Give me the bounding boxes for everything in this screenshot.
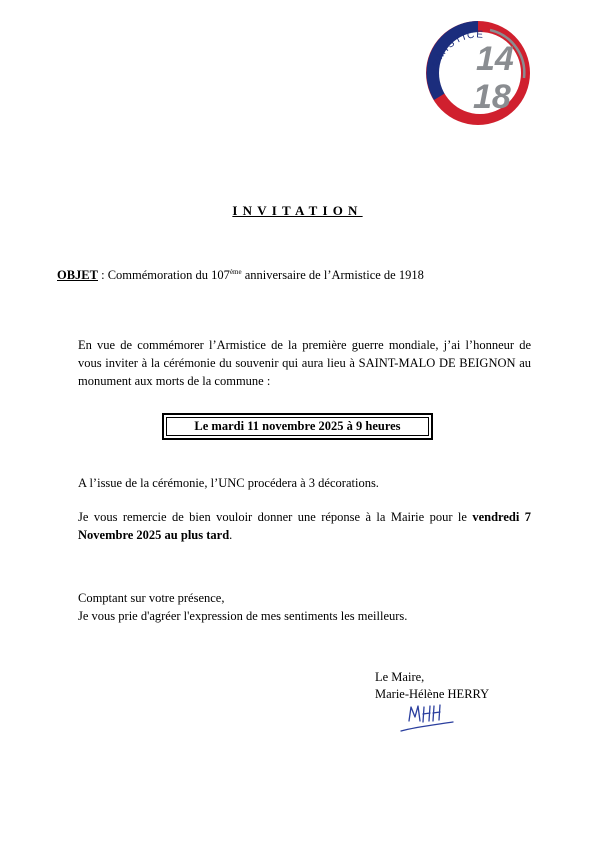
closing-line-2: Je vous prie d'agréer l'expression de mes sentiments les meilleurs. (78, 609, 408, 623)
date-box (162, 413, 433, 440)
signature-name: Marie-Hélène HERRY (375, 687, 490, 701)
objet-line (57, 268, 424, 283)
handwritten-signature-icon (393, 697, 459, 735)
paragraph-invitation: En vue de commémorer l’Armistice de la première guerre mondiale, j’ai l’honneur de vous inviter à la cérémonie du souvenir qui aura lieu à SAINT-MALO DE BEIGNON au monument aux morts de la commune : (78, 338, 531, 388)
rsvp-deadline: vendredi 7 Novembre 2025 au plus tard (78, 510, 531, 542)
objet-label: OBJET (57, 268, 98, 282)
logo-number-bottom: 18 (473, 78, 511, 116)
rsvp-end: . (229, 528, 233, 542)
paragraph-decorations: A l’issue de la cérémonie, l’UNC procédera à 3 décorations. (78, 476, 379, 490)
armistice-14-18-logo-icon (420, 18, 536, 128)
objet-suffix: anniversaire de l’Armistice de 1918 (241, 268, 424, 282)
logo-word: ARMISTICE (428, 29, 485, 77)
rsvp-text: Je vous remercie de bien vouloir donner une réponse à la Mairie pour le (78, 510, 473, 524)
paragraph-rsvp (78, 508, 531, 544)
signature-role: Le Maire, (375, 670, 425, 684)
objet-prefix: : Commémoration du 107 (98, 268, 230, 282)
closing-paragraph (78, 589, 531, 625)
page-title: INVITATION (232, 203, 363, 218)
closing-line-1: Comptant sur votre présence, (78, 591, 225, 605)
date-text: Le mardi 11 novembre 2025 à 9 heures (166, 417, 429, 436)
objet-superscript: ème (229, 268, 242, 276)
logo-number-top: 14 (476, 40, 514, 78)
